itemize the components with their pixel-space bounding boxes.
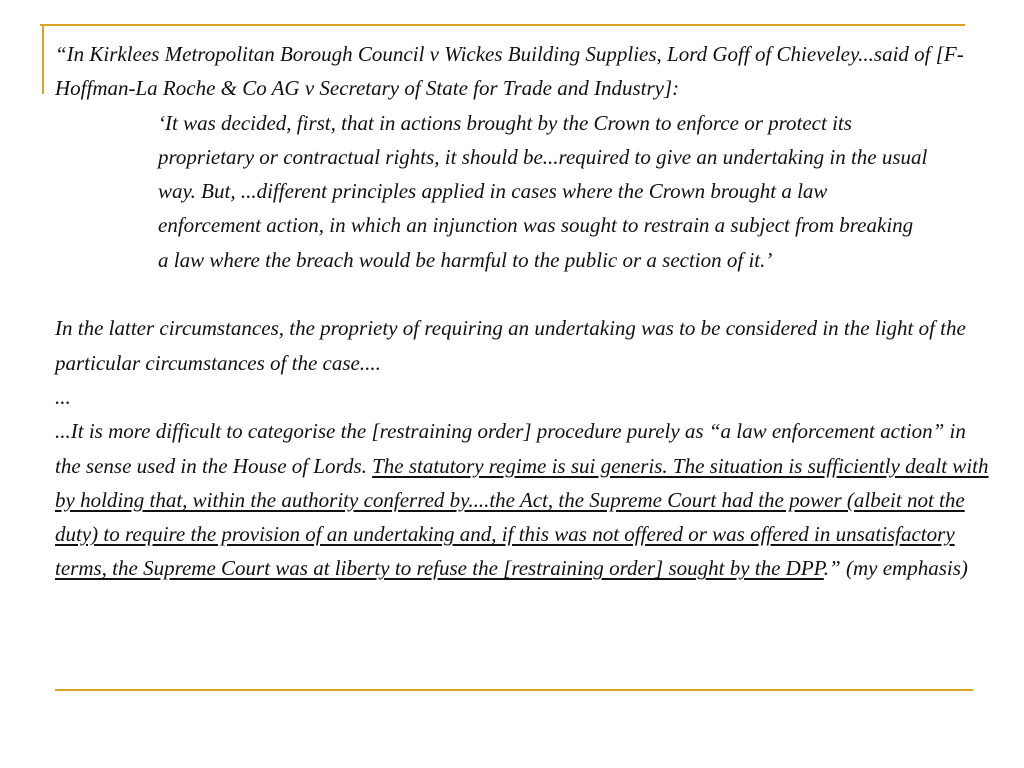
left-border-line	[42, 24, 44, 94]
ellipsis-line: ...	[55, 384, 71, 409]
indented-quote: ‘It was decided, first, that in actions brought by the Crown to enforce or protect its proprietary or contractual rights, it should be...required to give an undertaking in the usual way. But, ...different principles applied in cases where the Crown brought a law enforcement action, in which an injunction was sought to restrain a subject from breaking a law where the breach would be harmful to the public or a section of it.’	[158, 110, 928, 272]
paragraph-statutory-regime	[55, 414, 990, 585]
slide-body	[55, 37, 990, 586]
intro-paragraph: “In Kirklees Metropolitan Borough Council v Wickes Building Supplies, Lord Goff of Chieveley...said of [F-Hoffman-La Roche & Co AG v Secretary of State for Trade and Industry]:	[55, 42, 964, 101]
top-border-line	[40, 24, 965, 26]
emphasised-text: The statutory regime is sui generis. The situation is sufficiently dealt with by holding that, within the authority conferred by....the Act, the Supreme Court had the power (albeit not the duty) to require the provision of an undertaking and, if this was not offered or was offered in unsatisfactory terms, the Supreme Court was at liberty to refuse the [restraining order] sought by the DPP	[55, 453, 989, 581]
blank-line	[55, 277, 990, 311]
paragraph-plain-text: ...It is more difficult to categorise the [restraining order] procedure purely as “a law enforcement action” in the sense used in the House of Lords.	[55, 419, 966, 478]
paragraph-latter-circumstances: In the latter circumstances, the propriety of requiring an undertaking was to be considered in the light of the particular circumstances of the case....	[55, 316, 966, 375]
bottom-border-line	[55, 689, 973, 691]
emphasis-note: .” (my emphasis)	[823, 556, 968, 581]
